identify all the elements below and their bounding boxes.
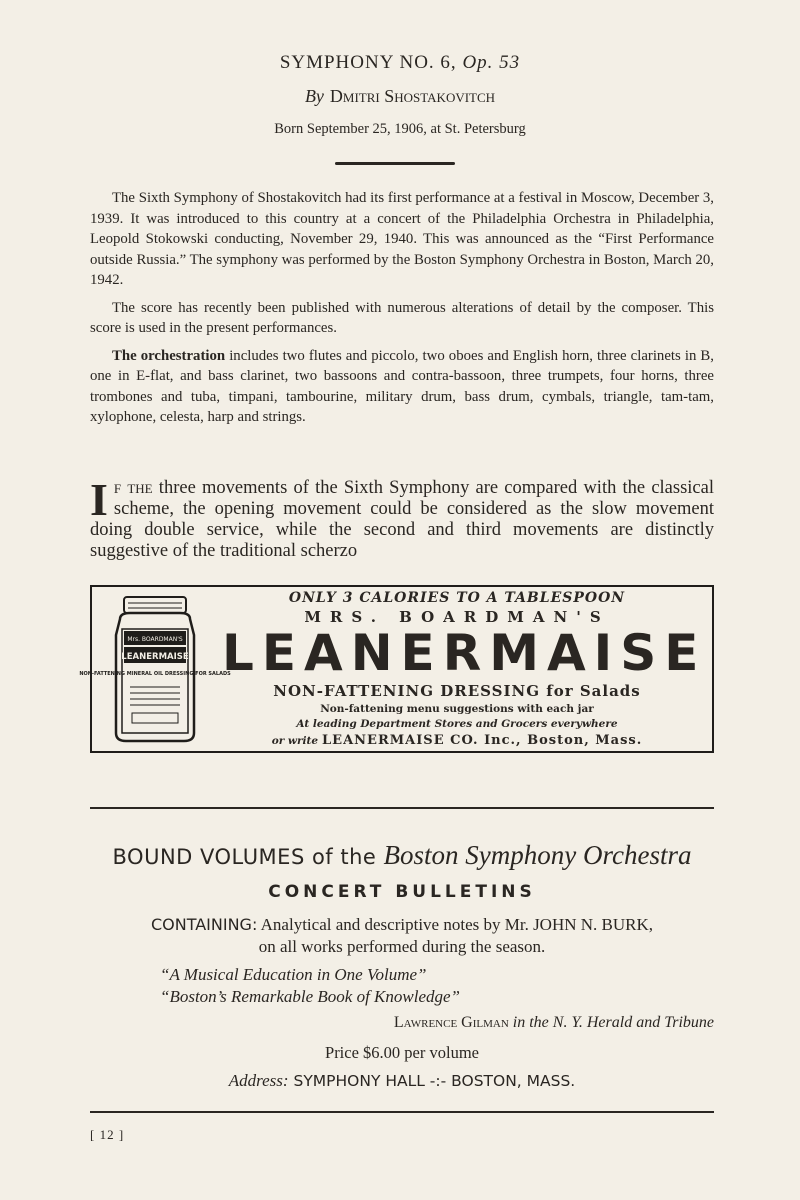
essay-opening (90, 474, 714, 562)
drop-cap: I (90, 474, 108, 525)
leanermaise-advertisement (79, 585, 714, 753)
ad-calories: ONLY 3 CALORIES TO A TABLESPOON (288, 590, 626, 606)
orchestration-lead: The orchestration (112, 347, 226, 364)
containing-description (90, 914, 714, 958)
ornament-rule (335, 162, 455, 165)
critic-name: Lawrence Gilman (393, 1014, 509, 1031)
quote-1: “A Musical Education in One Volume” (160, 965, 427, 984)
section-rule-top (90, 807, 714, 809)
page-number: [ 12 ] (90, 1127, 125, 1142)
essay-text: three movements of the Sixth Symphony are compared with the classical scheme, the opening movement could be considered as the slow movement doing double service, while the second and third movements are distinctly suggestive of the traditional scherzo (90, 478, 714, 561)
jar-label-sub: NON-FATTENING MINERAL OIL DRESSING FOR SALADS (79, 671, 231, 677)
review-quotes (160, 964, 680, 1008)
piece-title (0, 52, 800, 74)
containing-label: CONTAINING: (150, 915, 258, 934)
ad-company: LEANERMAISE CO. Inc., Boston, Mass. (322, 733, 643, 748)
birth-line: Born September 25, 1906, at St. Petersburg (274, 121, 526, 137)
program-notes (90, 188, 714, 435)
bound-volumes-lead: BOUND VOLUMES (112, 845, 305, 869)
composer-name: Dmitri Shostakovitch (329, 86, 496, 106)
jar-label-brand: LEANERMAISE (121, 652, 189, 662)
ad-contact (222, 733, 692, 748)
notes-paragraph-1: The Sixth Symphony of Shostakovitch had its first performance at a festival in Moscow, December 3, 1939. It was introduced to this country at a concert of the Philadelphia Orchestra in Philadelphia, Leopold Stokowski conducting, November 29, 1940. This was announced as the “First Performance outside Russia.” The symphony was performed by the Boston Symphony Orchestra in Boston, March 20, 1942. (90, 190, 714, 288)
ad-tagline: NON-FATTENING DRESSING for Salads (273, 682, 641, 700)
ad-copy (222, 587, 707, 748)
notes-paragraph-2: The score has recently been published with numerous alterations of detail by the composer. This score is used in the present performances. (90, 299, 714, 336)
jar-label-top: Mrs. BOARDMAN'S (127, 636, 183, 643)
ad-product-name: LEANERMAISE (222, 624, 707, 682)
orchestration-text: includes two flutes and piccolo, two oboes and English horn, three clarinets in B, one in E-flat, and bass clarinet, two bassoons and contra-bassoon, three trumpets, four horns, three trombones and tuba, timpani, tambourine, military drum, bass drum, cymbals, triangle, tam-tam, xylophone, celesta, harp and strings. (90, 347, 714, 425)
composer-byline (0, 86, 800, 107)
critic-attribution (270, 1014, 714, 1032)
notes-paragraph-3 (90, 346, 714, 428)
address-line (90, 1071, 714, 1091)
address-label: Address: (228, 1071, 289, 1090)
bound-volumes-of-the: of the (304, 845, 384, 869)
bound-volumes-heading (90, 840, 714, 871)
price-line: Price $6.00 per volume (325, 1043, 479, 1062)
section-rule-bottom (90, 1111, 714, 1113)
ad-or-write: or write (271, 735, 319, 747)
concert-bulletins: CONCERT BULLETINS (268, 882, 536, 902)
address-text: SYMPHONY HALL -:- BOSTON, MASS. (288, 1072, 576, 1090)
quote-2: “Boston’s Remarkable Book of Knowledge” (160, 987, 460, 1006)
ad-brand-owner: MRS. BOARDMAN'S (304, 608, 610, 626)
title-main: SYMPHONY NO. 6, (279, 52, 457, 73)
containing-text: Analytical and descriptive notes by Mr. JOHN N. BURK, (257, 915, 654, 934)
by-word: By (304, 86, 324, 106)
publication-name: in the N. Y. Herald and Tribune (508, 1014, 714, 1031)
ad-availability: At leading Department Stores and Grocers everywhere (296, 718, 618, 730)
orchestra-name: Boston Symphony Orchestra (383, 840, 692, 870)
ad-menu-note: Non-fattening menu suggestions with each jar (320, 703, 594, 715)
containing-text-2: on all works performed during the season. (258, 937, 546, 956)
title-opus: Op. 53 (462, 52, 521, 73)
essay-smallcaps: f the (113, 478, 153, 498)
dressing-jar-illustration (79, 595, 231, 745)
